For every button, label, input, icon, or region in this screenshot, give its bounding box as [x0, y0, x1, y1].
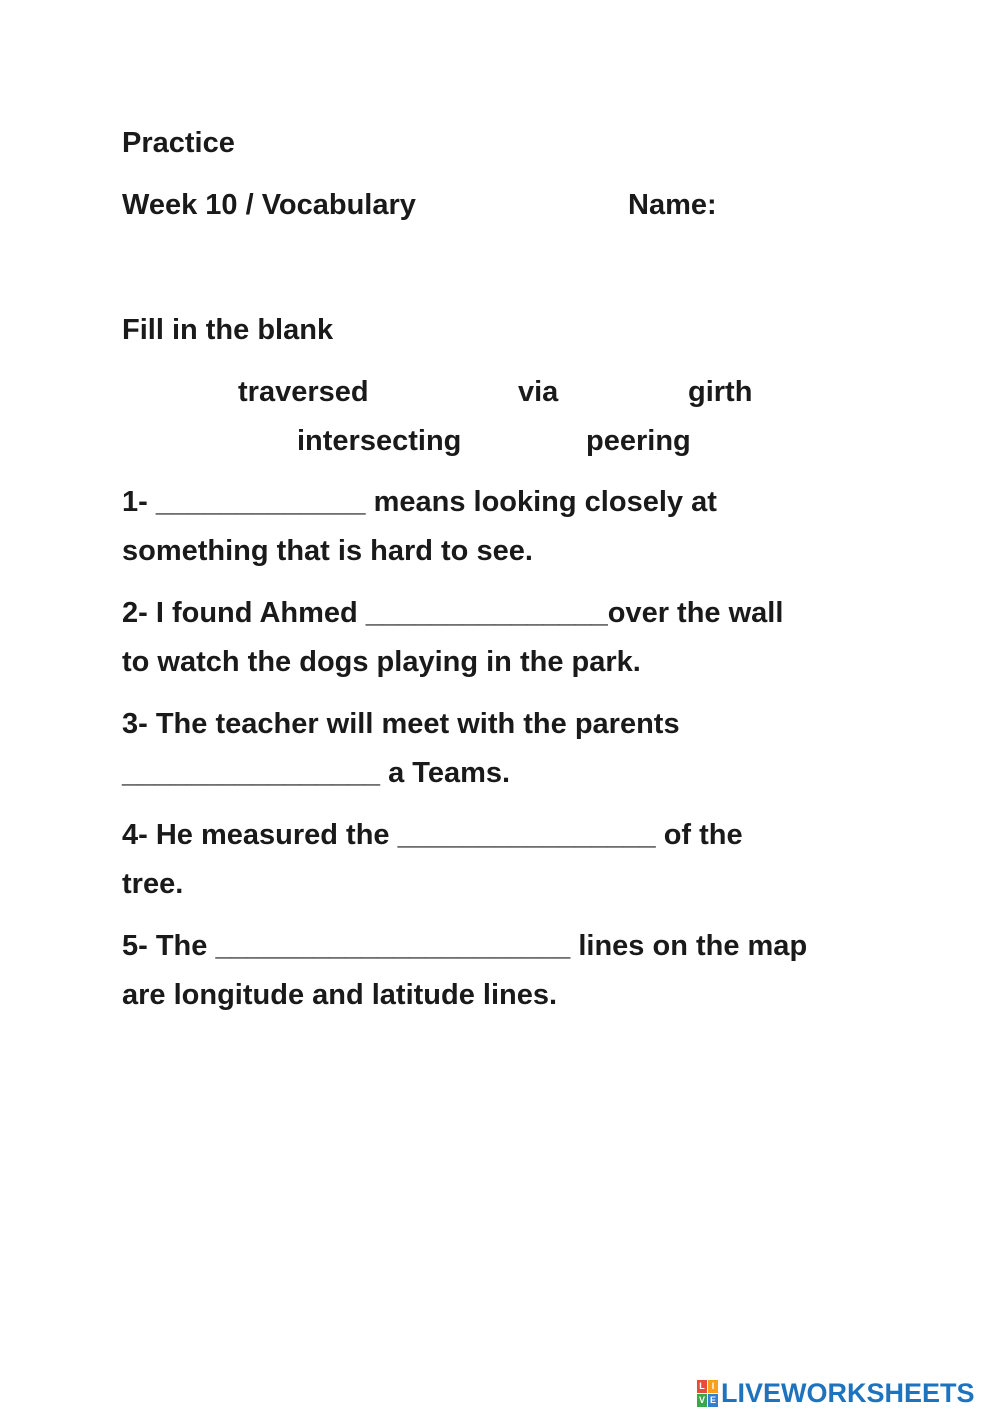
liveworksheets-logo [697, 1376, 975, 1410]
word-bank-item: peering [586, 425, 691, 457]
question-3 [122, 700, 902, 798]
logo-letter: E [709, 1394, 716, 1405]
question-line: ________________ a Teams. [122, 757, 511, 789]
question-1 [122, 478, 902, 576]
logo-letter: L [697, 1380, 707, 1393]
logo-letter: V [698, 1394, 705, 1405]
word-bank-item: intersecting [297, 425, 462, 457]
question-line: 3- The teacher will meet with the parents [122, 708, 680, 740]
week-subtitle: Week 10 / Vocabulary [122, 189, 416, 221]
question-4 [122, 811, 902, 909]
instruction-text: Fill in the blank [122, 314, 334, 346]
word-bank-item: via [518, 376, 559, 408]
logo-badge-icon [697, 1380, 718, 1407]
question-2 [122, 589, 902, 687]
question-line: to watch the dogs playing in the park. [122, 646, 641, 678]
page-title: Practice [122, 127, 235, 159]
logo-letter: I [708, 1380, 718, 1393]
question-line: 4- He measured the ________________ of the [122, 819, 743, 851]
word-bank-item: girth [688, 376, 753, 408]
question-line: 1- _____________ means looking closely at [122, 486, 717, 518]
question-line: 2- I found Ahmed _______________over the wall [122, 597, 784, 629]
question-line: are longitude and latitude lines. [122, 979, 558, 1011]
word-bank-item: traversed [238, 376, 369, 408]
logo-text: LIVEWORKSHEETS [721, 1377, 975, 1408]
question-line: 5- The ______________________ lines on the map [122, 930, 808, 962]
name-label: Name: [628, 189, 717, 221]
question-line: tree. [122, 868, 184, 900]
question-line: something that is hard to see. [122, 535, 533, 567]
question-5 [122, 922, 902, 1020]
